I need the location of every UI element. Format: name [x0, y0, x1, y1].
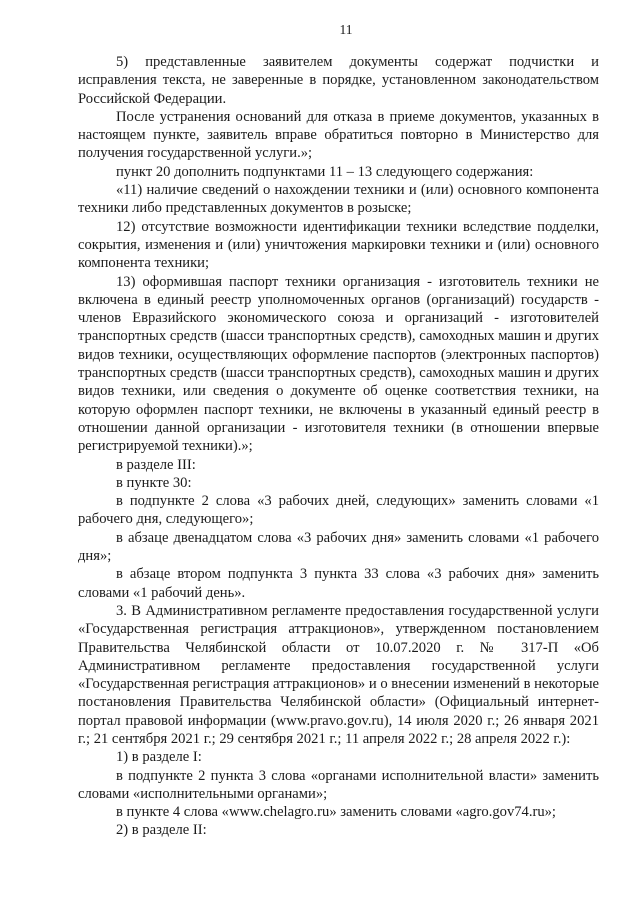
paragraph: 5) представленные заявителем документы содержат подчистки и исправления текста, не заверенные в порядке, установленном законодательством Российской Федерации.: [78, 54, 599, 107]
paragraph: «11) наличие сведений о нахождении техники и (или) основного компонента техники либо представленных документов в розыске;: [78, 182, 599, 217]
paragraph: 3. В Административном регламенте предоставления государственной услуги «Государственная регистрация аттракционов», утвержденном постановлением Правительства Челябинской области от 10.07.2020 г. № 317-П «Об Административном регламенте предоставления государственной услуги «Государственная регистрация аттракционов» и о внесении изменений в некоторые постановления Правительства Челябинской области» (Официальный интернет-портал правовой информации (www.pravo.gov.ru), 14 июля 2020 г.; 26 января 2021 г.; 21 сентября 2021 г.; 29 сентября 2021 г.; 11 апреля 2022 г.; 28 апреля 2022 г.):: [78, 602, 599, 747]
page-number: 11: [339, 22, 353, 37]
paragraph: пункт 20 дополнить подпунктами 11 – 13 следующего содержания:: [116, 163, 534, 180]
paragraph: в подпункте 2 слова «3 рабочих дней, следующих» заменить словами «1 рабочего дня, следующего»;: [78, 493, 599, 528]
paragraph: в абзаце втором подпункта 3 пункта 33 слова «3 рабочих дня» заменить словами «1 рабочий день».: [78, 566, 599, 601]
paragraph: 12) отсутствие возможности идентификации техники вследствие подделки, сокрытия, изменения и (или) уничтожения маркировки техники и (или) основного компонента техники;: [78, 218, 599, 272]
paragraph: После устранения оснований для отказа в приеме документов, указанных в настоящем пункте, заявитель вправе обратиться повторно в Министерство для получения государственной услуги.»;: [78, 108, 599, 162]
paragraph: 2) в разделе II:: [116, 822, 207, 839]
paragraph: в абзаце двенадцатом слова «3 рабочих дня» заменить словами «1 рабочего дня»;: [78, 529, 599, 565]
paragraph: в пункте 4 слова «www.chelagro.ru» заменить словами «agro.gov74.ru»;: [116, 804, 556, 821]
document-body: [78, 53, 599, 840]
paragraph: 1) в разделе I:: [116, 749, 202, 766]
paragraph: в пункте 30:: [116, 474, 192, 491]
paragraph: в разделе III:: [116, 456, 196, 473]
paragraph: в подпункте 2 пункта 3 слова «органами исполнительной власти» заменить словами «исполнительными органами»;: [78, 767, 599, 802]
paragraph: 13) оформившая паспорт техники организация - изготовитель техники не включена в единый реестр уполномоченных органов (организаций) государств - членов Евразийского экономического союза и организаций - изготовителей транспортных средств (шасси транспортных средств), самоходных машин и других видов техники, осуществляющих оформление паспортов (электронных паспортов) транспортных средств (шасси транспортных средств), самоходных машин и других видов техники, или сведения о документе об оценке соответствия техники, на которую оформлен паспорт техники, не включены в указанный единый реестр в отношении данной организации - изготовителя техники (в отношении впервые регистрируемой техники).»;: [78, 273, 599, 455]
